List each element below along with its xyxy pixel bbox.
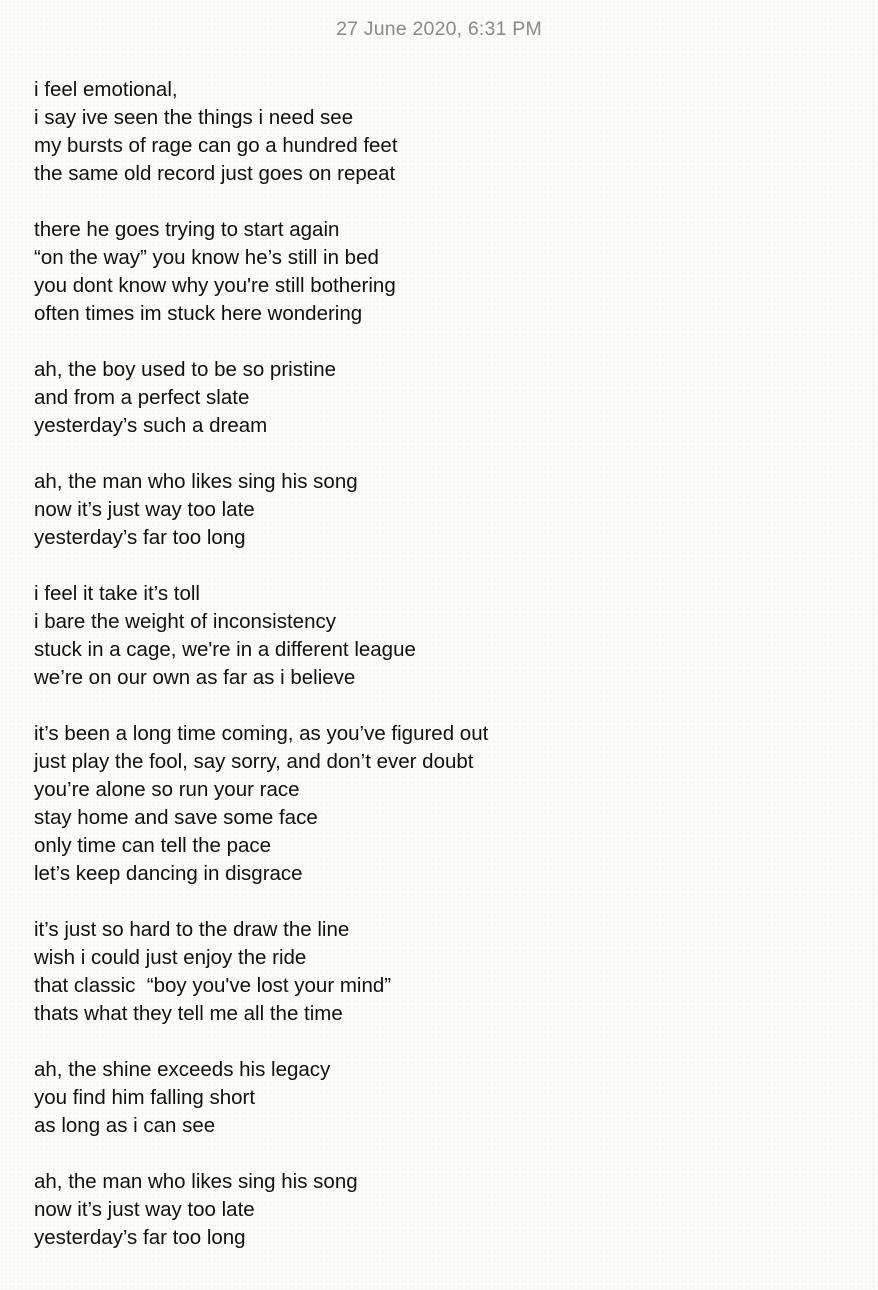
note-line: thats what they tell me all the time [34,1002,343,1025]
note-line: often times im stuck here wondering [34,302,363,325]
note-line: we’re on our own as far as i believe [34,666,356,689]
note-timestamp: 27 June 2020, 6:31 PM [336,18,542,40]
stanza [34,580,854,692]
note-line: yesterday’s far too long [34,1226,246,1249]
note-line: ah, the shine exceeds his legacy [34,1058,331,1081]
note-line: “on the way” you know he’s still in bed [34,246,379,269]
note-line: i feel emotional, [34,78,178,101]
note-line: it’s been a long time coming, as you’ve figured out [34,722,489,745]
note-line: the same old record just goes on repeat [34,162,396,185]
note-line: stuck in a cage, we're in a different league [34,638,416,661]
note-line: ah, the man who likes sing his song [34,1170,358,1193]
note-line: my bursts of rage can go a hundred feet [34,134,398,157]
note-line: just play the fool, say sorry, and don’t ever doubt [34,750,474,773]
stanza [34,916,854,1028]
stanza [34,1168,854,1252]
note-line: i bare the weight of inconsistency [34,610,336,633]
note-line: and from a perfect slate [34,386,250,409]
note-line: wish i could just enjoy the ride [34,946,307,969]
note-line: i say ive seen the things i need see [34,106,354,129]
note-line: it’s just so hard to the draw the line [34,918,350,941]
note-line: you’re alone so run your race [34,778,300,801]
note-line: yesterday’s far too long [34,526,246,549]
note-line: stay home and save some face [34,806,318,829]
stanza [34,720,854,888]
note-line: let’s keep dancing in disgrace [34,862,303,885]
note-line: i feel it take it’s toll [34,582,200,605]
note-line: that classic “boy you've lost your mind” [34,974,392,997]
stanza [34,1056,854,1140]
note-line: ah, the man who likes sing his song [34,470,358,493]
note-line: now it’s just way too late [34,498,255,521]
stanza [34,468,854,552]
stanza [34,76,854,188]
note-line: there he goes trying to start again [34,218,340,241]
note-line: only time can tell the pace [34,834,272,857]
note-line: you find him falling short [34,1086,256,1109]
note-line: ah, the boy used to be so pristine [34,358,337,381]
note-line: as long as i can see [34,1114,216,1137]
note-body[interactable] [34,76,854,1280]
stanza [34,356,854,440]
note-line: yesterday’s such a dream [34,414,268,437]
note-line: you dont know why you're still bothering [34,274,396,297]
stanza [34,216,854,328]
note-line: now it’s just way too late [34,1198,255,1221]
